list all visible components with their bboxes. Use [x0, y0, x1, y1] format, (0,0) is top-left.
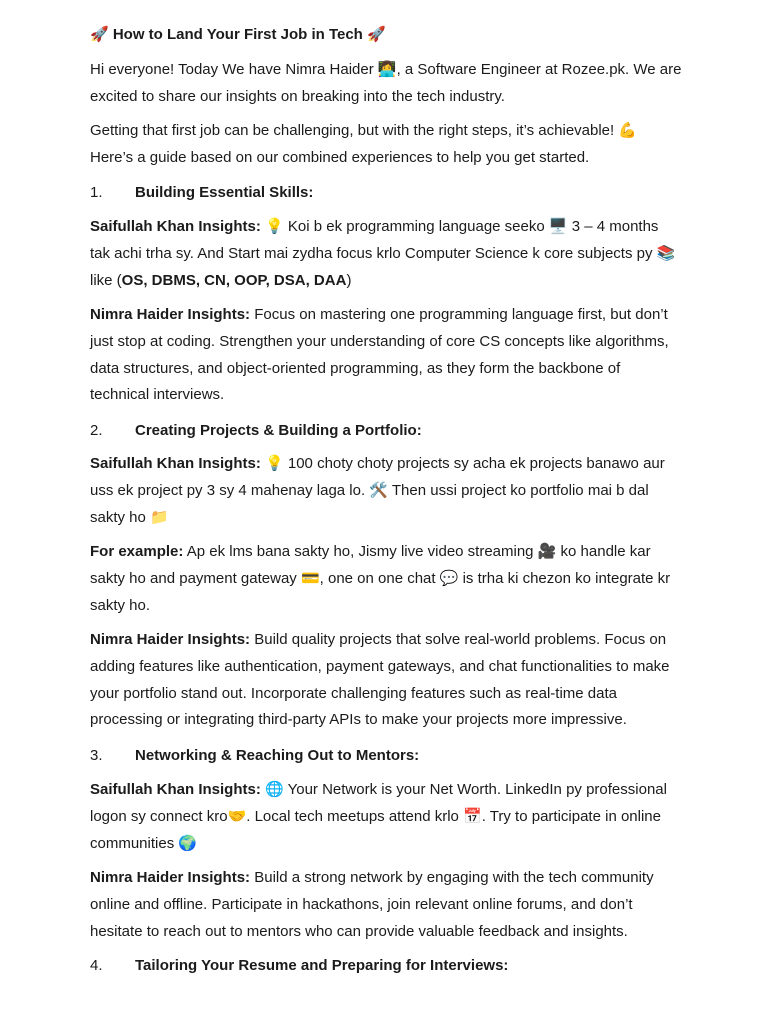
section-1-nimra-insight [90, 302, 682, 409]
section-3-heading [90, 745, 419, 767]
saifullah-label: Saifullah Khan Insights: [90, 455, 261, 472]
saifullah-text: 🌐 Your Network is your Net Worth. LinkedIn py professional logon sy connect kro🤝. Local tech meetups attend krlo 📅. Try to participate in online communities 🌍 [90, 781, 667, 852]
section-4-number: 4. [90, 957, 103, 974]
saifullah-label: Saifullah Khan Insights: [90, 781, 261, 798]
section-2-number: 2. [90, 422, 103, 439]
section-1-title: Building Essential Skills: [135, 184, 314, 201]
section-3-number: 3. [90, 747, 103, 764]
saifullah-text: 💡 100 choty choty projects sy acha ek projects banawo aur uss ek project py 3 sy 4 mahenay laga lo. 🛠️ Then ussi project ko portfolio mai b dal sakty ho 📁 [90, 455, 665, 526]
section-1-heading [90, 182, 313, 204]
closing-paren: ) [346, 271, 352, 289]
nimra-text: Build a strong network by engaging with the tech community online and offline. Participate in hackathons, join relevant online forums, and don’t hesitate to reach out to mentors who can provide valuable feedback and insights. [90, 869, 654, 940]
example-text: Ap ek lms bana sakty ho, Jismy live video streaming 🎥 ko handle kar sakty ho and payment gateway 💳, one on one chat 💬 is trha ki chezon ko integrate kr sakty ho. [90, 543, 671, 614]
intro-paragraph-2: Getting that first job can be challenging, but with the right steps, it’s achievable! 💪 Here’s a guide based on our combined experiences to help you get started. [90, 122, 638, 166]
section-3-title: Networking & Reaching Out to Mentors: [135, 747, 420, 764]
document-title: 🚀 How to Land Your First Job in Tech 🚀 [90, 26, 386, 43]
section-1-saifullah-insight [90, 214, 682, 294]
example-label: For example: [90, 543, 184, 560]
saifullah-text: 💡 Koi b ek programming language seeko 🖥️ 3 – 4 months tak achi trha sy. And Start mai zydha focus krlo Computer Science k core subjects py 📚 like ( [90, 218, 676, 289]
nimra-label: Nimra Haider Insights: [90, 869, 251, 886]
section-2-nimra-insight [90, 627, 682, 734]
section-2-saifullah-insight [90, 451, 682, 531]
section-2-example [90, 539, 682, 619]
nimra-label: Nimra Haider Insights: [90, 631, 251, 648]
nimra-text: Build quality projects that solve real-world problems. Focus on adding features like authentication, payment gateways, and chat functionalities to make your portfolio stand out. Incorporate challenging features such as real-time data processing or integrating third-party APIs to make your projects more impressive. [90, 631, 670, 729]
section-2-heading [90, 420, 422, 442]
section-4-title: Tailoring Your Resume and Preparing for Interviews: [135, 957, 509, 974]
nimra-text: Focus on mastering one programming language first, but don’t just stop at coding. Strengthen your understanding of core CS concepts like algorithms, data structures, and object-oriented programming, as they form the backbone of technical interviews. [90, 306, 669, 404]
section-1-number: 1. [90, 184, 103, 201]
section-3-nimra-insight [90, 865, 682, 945]
intro-paragraph-1: Hi everyone! Today We have Nimra Haider 👩‍💻, a Software Engineer at Rozee.pk. We are excited to share our insights on breaking into the tech industry. [90, 61, 682, 105]
section-3-saifullah-insight [90, 777, 682, 857]
core-subjects-list: OS, DBMS, CN, OOP, DSA, DAA [121, 271, 347, 289]
nimra-label: Nimra Haider Insights: [90, 306, 251, 323]
section-2-title: Creating Projects & Building a Portfolio: [135, 422, 422, 439]
saifullah-label: Saifullah Khan Insights: [90, 218, 261, 235]
section-4-heading [90, 955, 508, 977]
